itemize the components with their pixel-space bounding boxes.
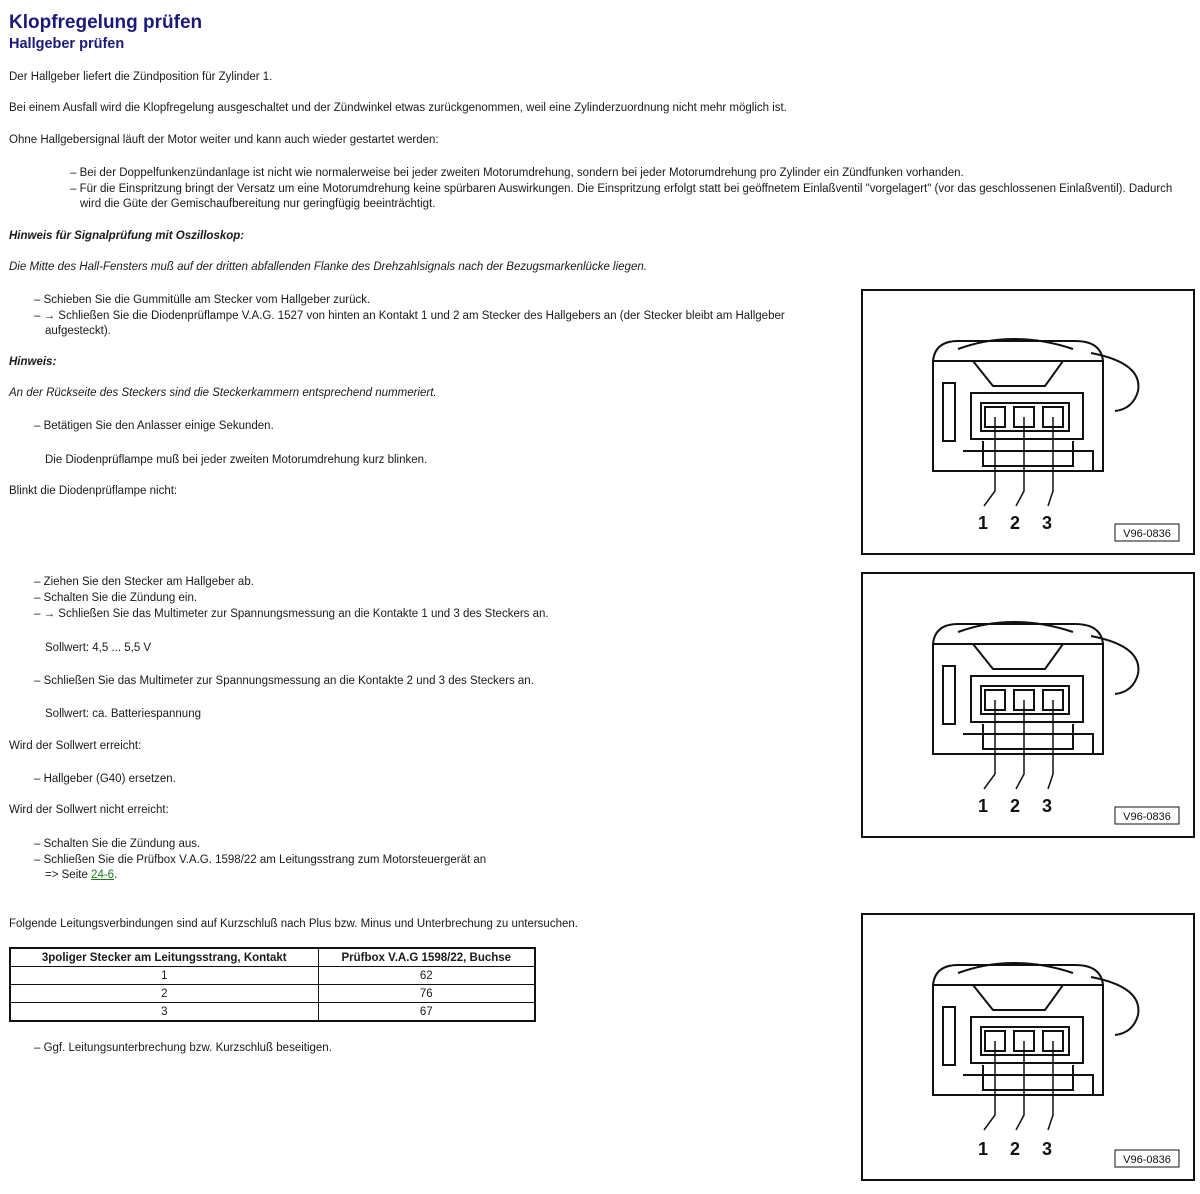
- hint-oscilloscope-text: Die Mitte des Hall-Fensters muß auf der dritten abfallenden Flanke des Drehzahlsignals nach der Bezugsmarkenlücke liegen.: [9, 261, 647, 273]
- leitungsverbindungen-paragraph: Folgende Leitungsverbindungen sind auf Kurzschluß nach Plus bzw. Minus und Unterbrechung zu untersuchen.: [9, 918, 578, 930]
- sollwert-nicht-erreicht-paragraph: Wird der Sollwert nicht erreicht:: [9, 804, 169, 816]
- connector-drawing: [863, 574, 1193, 836]
- table-row: [10, 967, 535, 985]
- page-title: Klopfregelung prüfen: [9, 12, 203, 33]
- page-reference-suffix: .: [114, 869, 118, 881]
- connector-drawing: [863, 291, 1193, 553]
- pin-label-3: 3: [1042, 513, 1053, 533]
- step-anlasser-result: Die Diodenprüflampe muß bei jeder zweiten Motorumdrehung kurz blinken.: [45, 454, 428, 466]
- connector-figure-2: [861, 572, 1195, 838]
- bullet-einspritzung: – Für die Einspritzung bringt der Versatz um eine Motorumdrehung keine spürbaren Auswirkungen. Die Einspritzung erfolgt statt bei geöffnetem Einlaßventil "vorgelagert" (vor das geschlossenen Einlaßventil). Dadurch: [70, 183, 1173, 195]
- table-cell-kontakt: 3: [10, 1003, 318, 1022]
- table-cell-kontakt: 1: [10, 967, 318, 985]
- pin-mapping-table: [9, 947, 536, 1022]
- hint-oscilloscope-title: Hinweis für Signalprüfung mit Oszilloskop:: [9, 230, 245, 242]
- sollwert-1: Sollwert: 4,5 ... 5,5 V: [45, 642, 152, 654]
- page-reference: [45, 867, 117, 883]
- connector-drawing: [863, 915, 1193, 1179]
- page-subtitle: Hallgeber prüfen: [9, 36, 125, 52]
- step-hallgeber-ersetzen: – Hallgeber (G40) ersetzen.: [34, 773, 176, 785]
- blinkt-nicht-paragraph: Blinkt die Diodenprüflampe nicht:: [9, 485, 178, 497]
- step-zundung-aus: – Schalten Sie die Zündung aus.: [34, 838, 201, 850]
- table-row: [10, 985, 535, 1003]
- page-reference-link[interactable]: 24-6: [91, 869, 115, 881]
- step-multimeter-1-3: – → Schließen Sie das Multimeter zur Spannungsmessung an die Kontakte 1 und 3 des Steckers an.: [34, 608, 549, 620]
- step-diodenpruflampe: – → Schließen Sie die Diodenprüflampe V.A.G. 1527 von hinten an Kontakt 1 und 2 am Stecker des Hallgebers an (der Stecker bleibt am Hallgeber: [34, 310, 785, 322]
- pin-label-1: 1: [978, 513, 989, 533]
- table-cell-buchse: 67: [318, 1003, 535, 1022]
- figure-code: V96-0836: [1123, 811, 1171, 823]
- step-multimeter-2-3: – Schließen Sie das Multimeter zur Spannungsmessung an die Kontakte 2 und 3 des Steckers an.: [34, 675, 534, 687]
- hint-text: An der Rückseite des Steckers sind die Steckerkammern entsprechend nummeriert.: [9, 387, 437, 399]
- pin-label-2: 2: [1010, 513, 1021, 533]
- pin-label-3: 3: [1042, 1139, 1053, 1159]
- step-zundung-ein: – Schalten Sie die Zündung ein.: [34, 592, 198, 604]
- pin-label-2: 2: [1010, 1139, 1021, 1159]
- connector-figure-3: [861, 913, 1195, 1181]
- no-signal-paragraph: Ohne Hallgebersignal läuft der Motor weiter und kann auch wieder gestartet werden:: [9, 134, 439, 146]
- step-gummitulle: – Schieben Sie die Gummitülle am Stecker vom Hallgeber zurück.: [34, 294, 371, 306]
- failure-paragraph: Bei einem Ausfall wird die Klopfregelung ausgeschaltet und der Zündwinkel etwas zurückgenommen, weil eine Zylinderzuordnung nicht mehr möglich ist.: [9, 102, 787, 114]
- table-header-kontakt: 3poliger Stecker am Leitungsstrang, Kontakt: [10, 948, 318, 967]
- bullet-doppelfunken: – Bei der Doppelfunkenzündanlage ist nicht wie normalerweise bei jeder zweiten Motorumdrehung, sondern bei jeder Motorumdrehung pro Zylinder ein Zündfunken vorhanden.: [70, 167, 964, 179]
- figure-code: V96-0836: [1123, 528, 1171, 540]
- step-pruefbox: – Schließen Sie die Prüfbox V.A.G. 1598/22 am Leitungsstrang zum Motorsteuergerät an: [34, 854, 487, 866]
- table-cell-kontakt: 2: [10, 985, 318, 1003]
- table-cell-buchse: 76: [318, 985, 535, 1003]
- step-beseitigen: – Ggf. Leitungsunterbrechung bzw. Kurzschluß beseitigen.: [34, 1042, 332, 1054]
- table-row: [10, 1003, 535, 1022]
- pin-label-1: 1: [978, 1139, 989, 1159]
- table-header-buchse: Prüfbox V.A.G 1598/22, Buchse: [318, 948, 535, 967]
- table-cell-buchse: 62: [318, 967, 535, 985]
- pin-label-2: 2: [1010, 796, 1021, 816]
- sollwert-erreicht-paragraph: Wird der Sollwert erreicht:: [9, 740, 142, 752]
- hint-title: Hinweis:: [9, 356, 57, 368]
- pin-label-3: 3: [1042, 796, 1053, 816]
- step-diodenpruflampe-cont: aufgesteckt).: [45, 325, 111, 337]
- step-anlasser: – Betätigen Sie den Anlasser einige Sekunden.: [34, 420, 274, 432]
- sollwert-2: Sollwert: ca. Batteriespannung: [45, 708, 201, 720]
- step-stecker-ab: – Ziehen Sie den Stecker am Hallgeber ab.: [34, 576, 254, 588]
- pin-label-1: 1: [978, 796, 989, 816]
- connector-figure-1: [861, 289, 1195, 555]
- figure-code: V96-0836: [1123, 1154, 1171, 1166]
- table-header-row: [10, 948, 535, 967]
- bullet-einspritzung-cont: wird die Güte der Gemischaufbereitung nur geringfügig beeinträchtigt.: [80, 198, 436, 210]
- intro-paragraph: Der Hallgeber liefert die Zündposition für Zylinder 1.: [9, 71, 273, 83]
- page-reference-prefix: => Seite: [45, 869, 92, 881]
